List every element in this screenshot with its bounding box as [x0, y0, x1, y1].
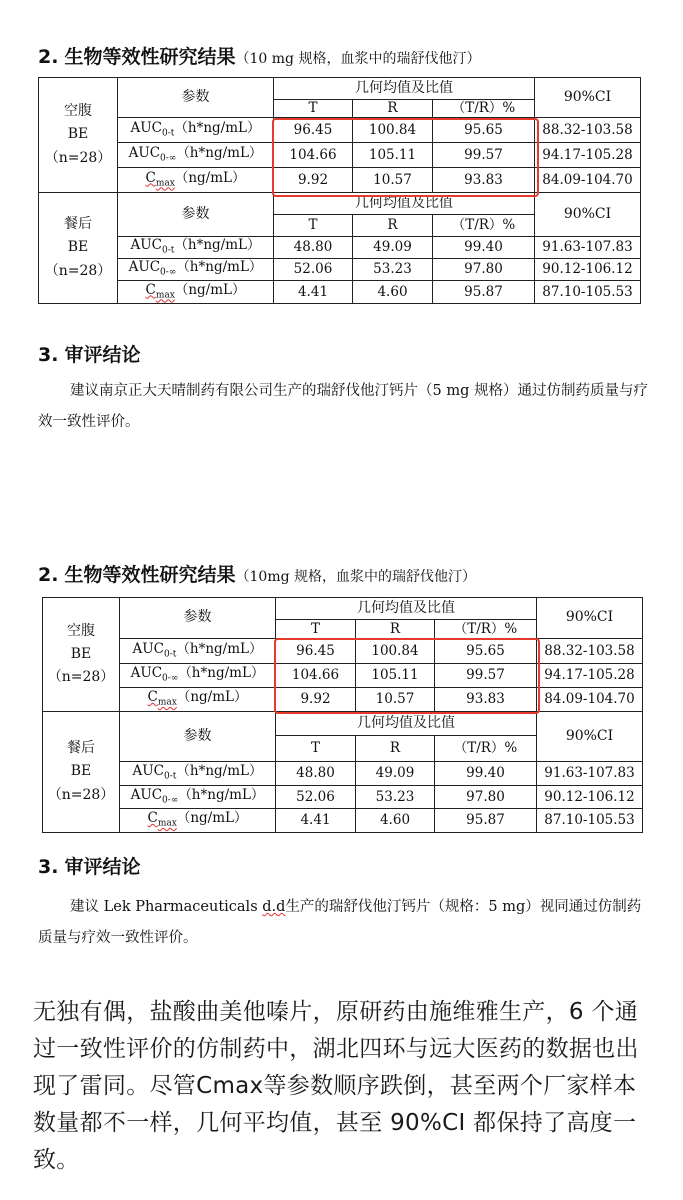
ci-header: 90%CI — [535, 78, 641, 118]
section-note: （10mg 规格，血浆中的瑞舒伐他汀） — [235, 569, 477, 585]
table-row — [39, 281, 641, 304]
ci-cell: 90.12-106.12 — [537, 786, 643, 809]
r-cell: 4.60 — [353, 281, 433, 304]
param-cell: $AUC_{0-\infty}(h*ng/mL)$ — [118, 143, 274, 168]
tr-cell: 95.87 — [433, 281, 535, 304]
geo-mean-header: 几何均值及比值 — [276, 712, 537, 736]
t-cell: 48.80 — [274, 237, 353, 259]
t-cell: 104.66 — [274, 143, 353, 168]
col-header-tr: （T/R）% — [433, 100, 535, 118]
section-number: 2. — [38, 564, 59, 586]
ci-header: 90%CI — [537, 598, 643, 639]
param-header: 参数 — [120, 598, 276, 639]
section-number: 2. — [38, 46, 59, 68]
ci-cell: 88.32-103.58 — [535, 118, 641, 143]
param-cell: $C_{max}(ng/mL)$ — [118, 281, 274, 304]
r-cell: 100.84 — [353, 118, 433, 143]
col-header-r: R — [356, 736, 435, 762]
tr-cell: 95.87 — [435, 809, 537, 833]
param-cell: $AUC_{0-t}(h*ng/mL)$ — [120, 762, 276, 786]
param-cell: $C_{max}(ng/mL)$ — [120, 809, 276, 833]
table-row — [43, 786, 643, 809]
ci-cell: 94.17-105.28 — [535, 143, 641, 168]
group-label-fed: 餐后 BE （n=28） — [39, 193, 118, 304]
col-header-r: R — [353, 215, 433, 237]
t-cell: 9.92 — [274, 168, 353, 193]
r-cell: 100.84 — [356, 639, 435, 664]
col-header-tr: （T/R）% — [435, 620, 537, 639]
tr-cell: 99.40 — [433, 237, 535, 259]
tr-cell: 99.57 — [435, 664, 537, 688]
param-cell: $C_{max}(ng/mL)$ — [118, 168, 274, 193]
tr-cell: 99.40 — [435, 762, 537, 786]
param-cell: $AUC_{0-t}(h*ng/mL)$ — [118, 118, 274, 143]
t-cell: 9.92 — [276, 688, 356, 712]
geo-mean-header: 几何均值及比值 — [276, 598, 537, 620]
ci-cell: 94.17-105.28 — [537, 664, 643, 688]
param-cell: $C_{max}(ng/mL)$ — [120, 688, 276, 712]
highlight-box — [274, 638, 540, 714]
tr-cell: 97.80 — [433, 259, 535, 281]
tr-cell: 93.83 — [435, 688, 537, 712]
conclusion-paragraph-1: 建议南京正大天晴制药有限公司生产的瑞舒伐他汀钙片（5 mg 规格）通过仿制药质量与疗效一致性评价。 — [38, 383, 648, 430]
col-header-t: T — [274, 100, 353, 118]
section-heading-3 — [38, 560, 476, 587]
tr-cell: 97.80 — [435, 786, 537, 809]
param-cell: $AUC_{0-\infty}(h*ng/mL)$ — [120, 786, 276, 809]
t-cell: 48.80 — [276, 762, 356, 786]
geo-mean-header: 几何均值及比值 — [274, 78, 535, 100]
ci-cell: 87.10-105.53 — [535, 281, 641, 304]
r-cell: 10.57 — [353, 168, 433, 193]
ci-cell: 84.09-104.70 — [537, 688, 643, 712]
ci-cell: 91.63-107.83 — [535, 237, 641, 259]
tr-cell: 93.83 — [433, 168, 535, 193]
table-row — [39, 237, 641, 259]
param-cell: $AUC_{0-\infty}(h*ng/mL)$ — [118, 259, 274, 281]
col-header-t: T — [276, 620, 356, 639]
conclusion-paragraph-2: 建议 Lek Pharmaceuticals d.d生产的瑞舒伐他汀钙片（规格：5 mg）视同通过仿制药质量与疗效一致性评价。 — [38, 899, 642, 946]
section-heading-1 — [38, 42, 480, 69]
col-header-t: T — [276, 736, 356, 762]
t-cell: 96.45 — [276, 639, 356, 664]
r-cell: 105.11 — [356, 664, 435, 688]
param-cell: $AUC_{0-\infty}(h*ng/mL)$ — [120, 664, 276, 688]
geo-mean-header: 几何均值及比值 — [274, 193, 535, 215]
section-number: 3. — [38, 344, 59, 366]
section-title: 生物等效性研究结果 — [64, 564, 236, 586]
r-cell: 49.09 — [356, 762, 435, 786]
t-cell: 52.06 — [276, 786, 356, 809]
param-cell: $AUC_{0-t}(h*ng/mL)$ — [118, 237, 274, 259]
t-cell: 104.66 — [276, 664, 356, 688]
table-row — [43, 809, 643, 833]
section-title: 生物等效性研究结果 — [64, 46, 236, 68]
t-cell: 4.41 — [276, 809, 356, 833]
section-number: 3. — [38, 856, 59, 878]
tr-cell: 95.65 — [435, 639, 537, 664]
section-title: 审评结论 — [64, 856, 141, 878]
group-label-fasting: 空腹 BE （n=28） — [43, 598, 120, 712]
group-label-fasting: 空腹 BE （n=28） — [39, 78, 118, 193]
col-header-tr: （T/R）% — [435, 736, 537, 762]
r-cell: 10.57 — [356, 688, 435, 712]
param-header: 参数 — [118, 78, 274, 118]
ci-cell: 88.32-103.58 — [537, 639, 643, 664]
r-cell: 53.23 — [356, 786, 435, 809]
ci-cell: 90.12-106.12 — [535, 259, 641, 281]
ci-cell: 87.10-105.53 — [537, 809, 643, 833]
col-header-tr: （T/R）% — [433, 215, 535, 237]
col-header-r: R — [353, 100, 433, 118]
section-note: （10 mg 规格，血浆中的瑞舒伐他汀） — [235, 51, 481, 67]
col-header-t: T — [274, 215, 353, 237]
ci-cell: 84.09-104.70 — [535, 168, 641, 193]
ci-cell: 91.63-107.83 — [537, 762, 643, 786]
t-cell: 52.06 — [274, 259, 353, 281]
r-cell: 105.11 — [353, 143, 433, 168]
tr-cell: 95.65 — [433, 118, 535, 143]
col-header-r: R — [356, 620, 435, 639]
highlight-box — [272, 118, 539, 197]
ci-header: 90%CI — [535, 193, 641, 237]
ci-header: 90%CI — [537, 712, 643, 762]
table-row — [43, 762, 643, 786]
r-cell: 49.09 — [353, 237, 433, 259]
section-heading-2 — [38, 340, 141, 367]
t-cell: 96.45 — [274, 118, 353, 143]
param-cell: $AUC_{0-t}(h*ng/mL)$ — [120, 639, 276, 664]
section-heading-4 — [38, 852, 141, 879]
param-header: 参数 — [120, 712, 276, 762]
section-title: 审评结论 — [64, 344, 141, 366]
table-row — [39, 259, 641, 281]
be-table-2 — [42, 597, 643, 833]
commentary-text: 无独有偶，盐酸曲美他嗪片，原研药由施维雅生产，6 个通过一致性评价的仿制药中，湖北四环与远大医药的数据也出现了雷同。尽管Cmax等参数顺序跌倒，甚至两个厂家样本数量都不一样，几何平均值，甚至 90%CI 都保持了高度一致。 — [33, 999, 639, 1173]
param-header: 参数 — [118, 193, 274, 237]
r-cell: 4.60 — [356, 809, 435, 833]
group-label-fed: 餐后 BE （n=28） — [43, 712, 120, 833]
r-cell: 53.23 — [353, 259, 433, 281]
tr-cell: 99.57 — [433, 143, 535, 168]
t-cell: 4.41 — [274, 281, 353, 304]
